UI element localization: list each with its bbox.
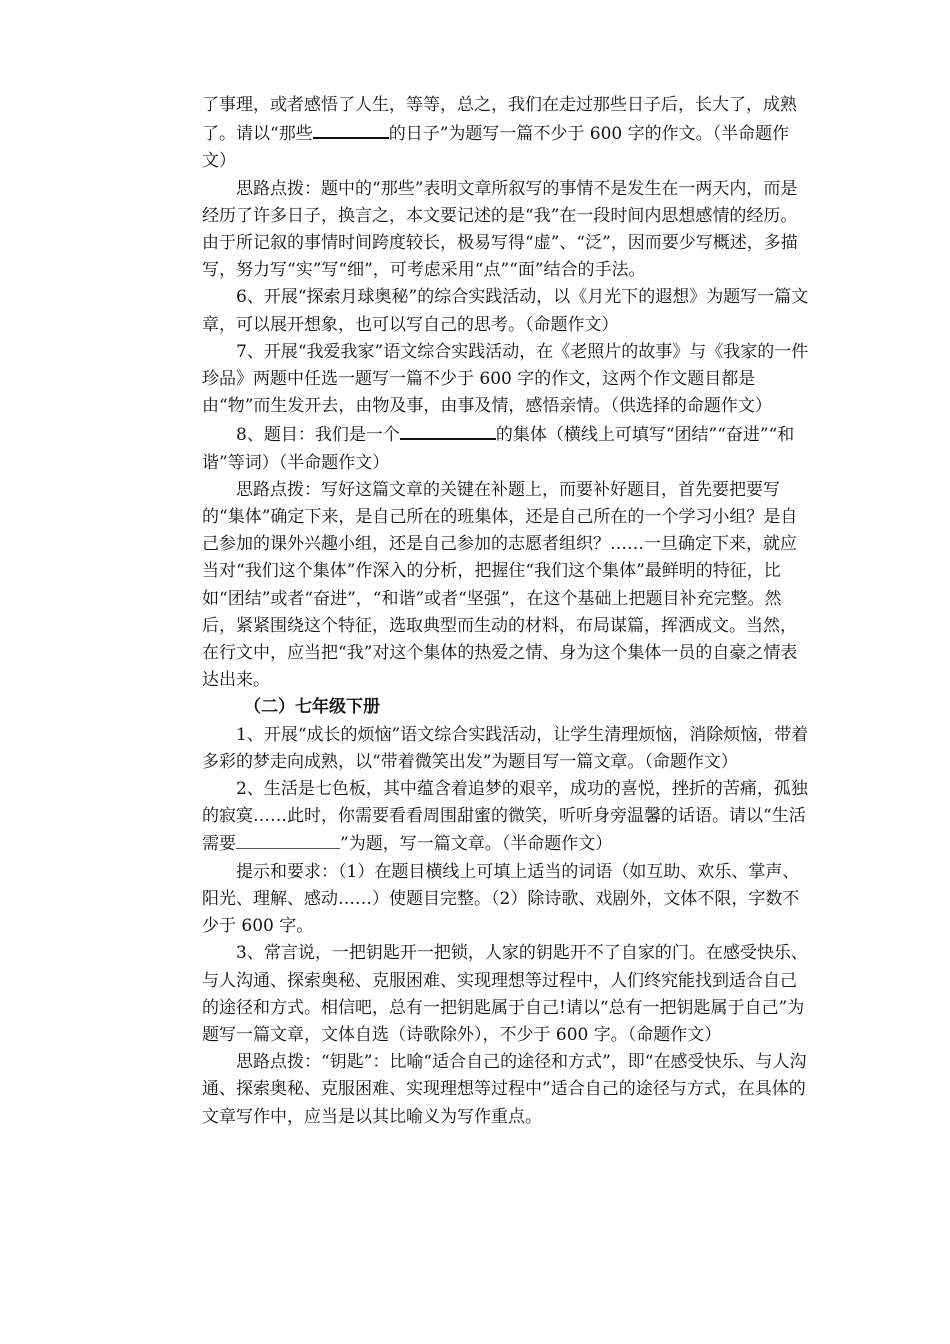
fill-in-blank	[313, 119, 389, 139]
paragraph-item-1: 1、开展“成长的烦恼”语文综合实践活动，让学生清理烦恼，消除烦恼，带着多彩的梦走向成熟，以“带着微笑出发”为题目写一篇文章。（命题作文）	[202, 724, 809, 772]
fill-in-blank	[400, 420, 496, 440]
fill-in-blank	[236, 830, 340, 849]
paragraph-item-3: 3、常言说，一把钥匙开一把锁，人家的钥匙开不了自家的门。在感受快乐、与人沟通、探索奥秘、克服困难、实现理想等过程中，人们终究能找到适合自己的途径和方式。相信吧，总有一把钥匙属于自己!请以“总有一把钥匙属于自己”为题写一篇文章，文体自选（诗歌除外），不少于 600 字。（命题作文）	[202, 943, 808, 1045]
text-run: 2、生活是七色板，其中蕴含着追梦的艰辛，成功的喜悦，挫折的苦痛，孤独的寂寞……此时，你需要看看周围甜蜜的微笑，听听身旁温馨的话语。请以“生活需要	[202, 779, 808, 855]
paragraph-item-8	[202, 420, 812, 476]
paragraph-requirements: 提示和要求：（1）在题目横线上可填上适当的词语（如互助、欢乐、掌声、阳光、理解、感动……）使题目完整。（2）除诗歌、戏剧外，文体不限，字数不少于 600 字。	[202, 861, 800, 937]
text-run: 的日子”为题写一篇不少于 600 字的作文。（半命题作文）	[202, 124, 790, 172]
text-run: ”为题，写一篇文章。（半命题作文）	[340, 834, 613, 855]
paragraph-hint: 思路点拨：“钥匙”：比喻“适合自己的途径和方式”，即“在感受快乐、与人沟通、探索奥秘、克服困难、实现理想等过程中”适合自己的途径与方式，在具体的文章写作中，应当是以其比喻义为写作重点。	[202, 1052, 807, 1127]
text-run: 的集体（横线上可填写“团结”“奋进”“和谐”等词）（半命题作文）	[202, 425, 795, 473]
section-heading: （二）七年级下册	[244, 697, 380, 718]
text-run: 8、题目：我们是一个	[236, 425, 400, 446]
paragraph-item-6: 6、开展“探索月球奥秘”的综合实践活动，以《月光下的遐想》为题写一篇文章，可以展开想象，也可以写自己的思考。（命题作文）	[202, 287, 809, 335]
paragraph-hint: 思路点拨：题中的“那些”表明文章所叙写的事情不是发生在一两天内，而是经历了许多日子，换言之，本文要记述的是“我”在一段时间内思想感情的经历。由于所记叙的事情时间跨度较长，极易写得“虚”、“泛”，因而要少写概述，多描写，努力写“实”写“细”，可考虑采用“点”“面”结合的手法。	[202, 178, 798, 281]
paragraph-item-7: 7、开展“我爱我家”语文综合实践活动，在《老照片的故事》与《我家的一件珍品》两题中任选一题写一篇不少于 600 字的作文，这两个作文题目都是由“物”而生发开去，由物及事，由事及情，感悟亲情。（供选择的命题作文）	[202, 341, 809, 417]
paragraph-item-2	[202, 776, 812, 859]
paragraph-hint: 思路点拨：写好这篇文章的关键在补题上，而要补好题目，首先要把要写的“集体”确定下来，是自己所在的班集体，还是自己所在的一个学习小组？是自己参加的课外兴趣小组，还是自己参加的志愿者组织？……一旦确定下来，就应当对“我们这个集体”作深入的分析，把握住“我们这个集体”最鲜明的特征，比如“团结”或者“奋进”，“和谐”或者“坚强”，在这个基础上把题目补充完整。然后，紧紧围绕这个特征，选取典型而生动的材料，布局谋篇，挥洒成文。当然，在行文中，应当把“我”对这个集体的热爱之情、身为这个集体一员的自豪之情表达出来。	[202, 479, 798, 691]
text-run: 了事理，或者感悟了人生，等等，总之，我们在走过那些日子后，长大了，成熟了。请以“那些	[202, 95, 797, 145]
paragraph-continuation	[202, 92, 812, 176]
document-page	[202, 92, 812, 1131]
